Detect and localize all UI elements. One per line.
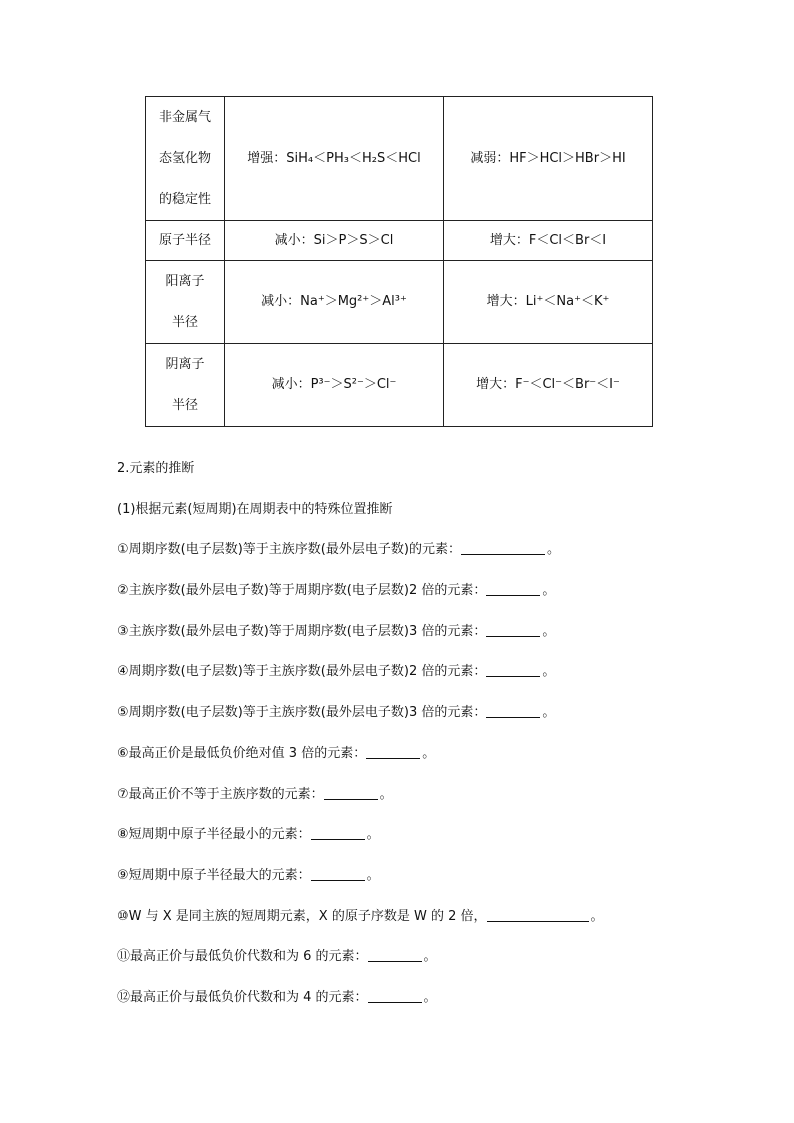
group-trend-cell: 增大：F⁻＜Cl⁻＜Br⁻＜I⁻ bbox=[444, 344, 653, 427]
question-end: 。 bbox=[423, 989, 437, 1005]
answer-blank[interactable] bbox=[486, 581, 540, 596]
answer-blank[interactable] bbox=[486, 622, 540, 637]
question-item bbox=[117, 743, 757, 784]
question-text: ①周期序数(电子层数)等于主族序数(最外层电子数)的元素： bbox=[117, 542, 461, 558]
question-item bbox=[117, 539, 757, 580]
group-trend-cell: 增大：Li⁺＜Na⁺＜K⁺ bbox=[444, 261, 653, 344]
answer-blank[interactable] bbox=[487, 907, 589, 922]
answer-blank[interactable] bbox=[311, 866, 365, 881]
periodic-trend-table bbox=[145, 96, 653, 427]
row-header-line: 态氢化物 bbox=[158, 151, 211, 166]
question-text: ⑪最高正价与最低负价代数和为 6 的元素： bbox=[117, 949, 368, 965]
row-header-cell bbox=[146, 344, 225, 427]
question-end: 。 bbox=[366, 867, 380, 883]
answer-blank[interactable] bbox=[311, 825, 365, 840]
question-text: ⑦最高正价不等于主族序数的元素： bbox=[117, 786, 324, 802]
row-header-line: 原子半径 bbox=[158, 232, 211, 248]
answer-blank[interactable] bbox=[368, 947, 422, 962]
question-end: 。 bbox=[546, 542, 560, 558]
question-text: ⑩W 与 X 是同主族的短周期元素，X 的原子序数是 W 的 2 倍， bbox=[117, 908, 487, 924]
question-item bbox=[117, 702, 757, 743]
question-item bbox=[117, 621, 757, 662]
question-end: 。 bbox=[542, 583, 556, 599]
question-item bbox=[117, 580, 757, 621]
group-trend-cell: 减弱：HF＞HCl＞HBr＞HI bbox=[444, 97, 653, 221]
question-text: ④周期序数(电子层数)等于主族序数(最外层电子数)2 倍的元素： bbox=[117, 664, 487, 680]
table-row bbox=[146, 221, 653, 261]
answer-blank[interactable] bbox=[368, 988, 422, 1003]
question-text: ⑨短周期中原子半径最大的元素： bbox=[117, 867, 311, 883]
table-row bbox=[146, 344, 653, 427]
question-text: ⑫最高正价与最低负价代数和为 4 的元素： bbox=[117, 989, 368, 1005]
question-text: ②主族序数(最外层电子数)等于周期序数(电子层数)2 倍的元素： bbox=[117, 583, 487, 599]
table-row bbox=[146, 97, 653, 221]
section-subtitle: (1)根据元素(短周期)在周期表中的特殊位置推断 bbox=[117, 501, 393, 517]
element-inference-section bbox=[117, 458, 757, 1028]
question-item bbox=[117, 946, 757, 987]
row-header-line: 阳离子 bbox=[165, 274, 205, 289]
section-title: 2.元素的推断 bbox=[117, 461, 195, 476]
question-item bbox=[117, 906, 757, 947]
question-text: ③主族序数(最外层电子数)等于周期序数(电子层数)3 倍的元素： bbox=[117, 623, 487, 639]
question-item bbox=[117, 865, 757, 906]
question-end: 。 bbox=[542, 705, 556, 721]
table-row bbox=[146, 261, 653, 344]
row-header-line: 阴离子 bbox=[165, 357, 205, 372]
question-text: ⑥最高正价是最低负价绝对值 3 倍的元素： bbox=[117, 745, 367, 761]
period-trend-cell: 减小：P³⁻＞S²⁻＞Cl⁻ bbox=[225, 344, 444, 427]
question-item bbox=[117, 824, 757, 865]
row-header-cell bbox=[146, 221, 225, 261]
answer-blank[interactable] bbox=[486, 703, 540, 718]
period-trend-cell: 增强：SiH₄＜PH₃＜H₂S＜HCl bbox=[225, 97, 444, 221]
row-header-line: 的稳定性 bbox=[158, 192, 211, 207]
question-item bbox=[117, 987, 757, 1028]
question-end: 。 bbox=[422, 745, 436, 761]
question-end: 。 bbox=[366, 827, 380, 843]
period-trend-cell: 减小：Si＞P＞S＞Cl bbox=[225, 221, 444, 261]
answer-blank[interactable] bbox=[366, 744, 420, 759]
row-header-line: 非金属气 bbox=[158, 110, 211, 125]
question-text: ⑧短周期中原子半径最小的元素： bbox=[117, 827, 311, 843]
period-trend-cell: 减小：Na⁺＞Mg²⁺＞Al³⁺ bbox=[225, 261, 444, 344]
row-header-cell bbox=[146, 261, 225, 344]
question-item bbox=[117, 784, 757, 825]
question-text: ⑤周期序数(电子层数)等于主族序数(最外层电子数)3 倍的元素： bbox=[117, 705, 487, 721]
answer-blank[interactable] bbox=[461, 540, 545, 555]
group-trend-cell: 增大：F＜Cl＜Br＜I bbox=[444, 221, 653, 261]
question-item bbox=[117, 661, 757, 702]
question-end: 。 bbox=[379, 786, 393, 802]
question-end: 。 bbox=[542, 664, 556, 680]
question-end: 。 bbox=[423, 949, 437, 965]
question-end: 。 bbox=[542, 623, 556, 639]
row-header-line: 半径 bbox=[171, 398, 198, 413]
row-header-line: 半径 bbox=[171, 315, 198, 330]
answer-blank[interactable] bbox=[324, 785, 378, 800]
question-end: 。 bbox=[590, 908, 604, 924]
answer-blank[interactable] bbox=[486, 662, 540, 677]
row-header-cell bbox=[146, 97, 225, 221]
